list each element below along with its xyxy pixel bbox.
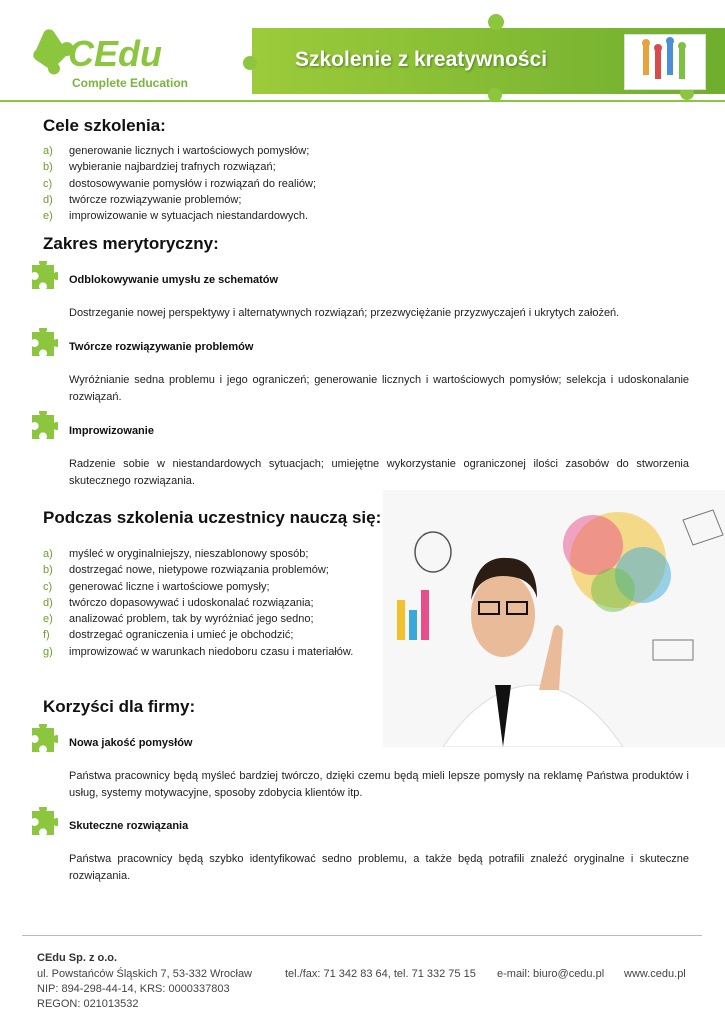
list-item: c) generować liczne i wartościowe pomysły; xyxy=(43,580,270,593)
list-item: b) dostrzegać nowe, nietypowe rozwiązania problemów; xyxy=(43,564,329,577)
benefit-item-title: Skuteczne rozwiązania xyxy=(69,820,189,832)
puzzle-icon xyxy=(24,807,58,841)
footer-regon: REGON: 021013532 xyxy=(37,998,139,1010)
puzzle-icon xyxy=(24,724,58,758)
puzzle-icon xyxy=(24,328,58,362)
list-item: b) wybieranie najbardziej trafnych rozwiązań; xyxy=(43,161,276,174)
list-item: a) myśleć w oryginalniejszy, nieszablonowy sposób; xyxy=(43,548,309,560)
benefits-heading: Korzyści dla firmy: xyxy=(43,697,196,716)
people-figures-image xyxy=(624,34,706,90)
benefit-item-text: Państwa pracownicy będą myśleć bardziej twórczo, dzięki czemu będą mieli lepsze pomysły na reklamę Państwa produktów i usług, systemy motywacyjne, sposoby zdobycia klientów itp. xyxy=(69,770,689,799)
footer-divider xyxy=(22,935,702,936)
list-item: d) twórcze rozwiązywanie problemów; xyxy=(43,193,242,206)
footer-website[interactable]: www.cedu.pl xyxy=(624,968,686,980)
scope-item-title: Twórcze rozwiązywanie problemów xyxy=(69,341,254,353)
list-item: e) improwizowanie w sytuacjach niestandardowych. xyxy=(43,210,309,223)
footer-nip: NIP: 894-298-44-14, KRS: 0000337803 xyxy=(37,983,230,995)
decor-dot xyxy=(243,56,257,70)
learn-heading: Podczas szkolenia uczestnicy nauczą się: xyxy=(43,508,382,527)
list-item: g) improwizować w warunkach niedoboru czasu i materiałów. xyxy=(43,645,354,658)
footer-phone: tel./fax: 71 342 83 64, tel. 71 332 75 15 xyxy=(285,968,476,980)
scope-item-text: Wyróżnianie sedna problemu i jego ograniczeń; generowanie licznych i wartościowych pomysłów; selekcja i udoskonalanie rozwiązań. xyxy=(69,374,689,403)
page-title: Szkolenie z kreatywności xyxy=(295,48,548,71)
footer-email[interactable]: e-mail: biuro@cedu.pl xyxy=(497,968,605,980)
list-item: c) dostosowywanie pomysłów i rozwiązań do realiów; xyxy=(43,177,317,190)
scope-item-text: Radzenie sobie w niestandardowych sytuacjach; umiejętne wykorzystanie ograniczonej ilości zasobów do stworzenia skutecznego rozwiązania. xyxy=(69,458,689,487)
list-item: f) dostrzegać ograniczenia i umieć je obchodzić; xyxy=(43,629,294,642)
goals-heading: Cele szkolenia: xyxy=(43,116,166,135)
puzzle-icon xyxy=(24,411,58,445)
benefit-item-text: Państwa pracownicy będą szybko identyfikować sedno problemu, a także będą potrafili znaleźć oryginalne i skuteczne rozwiązania. xyxy=(69,853,689,882)
scope-item-title: Odblokowywanie umysłu ze schematów xyxy=(69,274,279,286)
scope-item-text: Dostrzeganie nowej perspektywy i alternatywnych rozwiązań; przezwyciężanie przyzwyczajeń i ukrytych założeń. xyxy=(69,307,620,319)
learn-list xyxy=(43,546,371,660)
scope-item-title: Improwizowanie xyxy=(69,425,154,437)
creative-man-photo xyxy=(383,490,725,747)
decor-dot xyxy=(488,14,504,30)
svg-text:CEdu: CEdu xyxy=(68,33,162,74)
brand-subtitle: Complete Education xyxy=(72,76,189,90)
footer-address: ul. Powstańców Śląskich 7, 53-332 Wrocław xyxy=(37,968,253,980)
footer-company: CEdu Sp. z o.o. xyxy=(37,952,118,964)
list-item: a) generowanie licznych i wartościowych pomysłów; xyxy=(43,145,310,157)
puzzle-icon xyxy=(24,261,58,295)
goals-list xyxy=(43,143,373,224)
list-item: e) analizować problem, tak by wyróżniać jego sedno; xyxy=(43,613,314,626)
list-item: d) twórczo dopasowywać i udoskonalać rozwiązania; xyxy=(43,596,314,609)
benefit-item-title: Nowa jakość pomysłów xyxy=(69,737,193,749)
scope-heading: Zakres merytoryczny: xyxy=(43,234,219,253)
header-divider xyxy=(0,100,725,102)
